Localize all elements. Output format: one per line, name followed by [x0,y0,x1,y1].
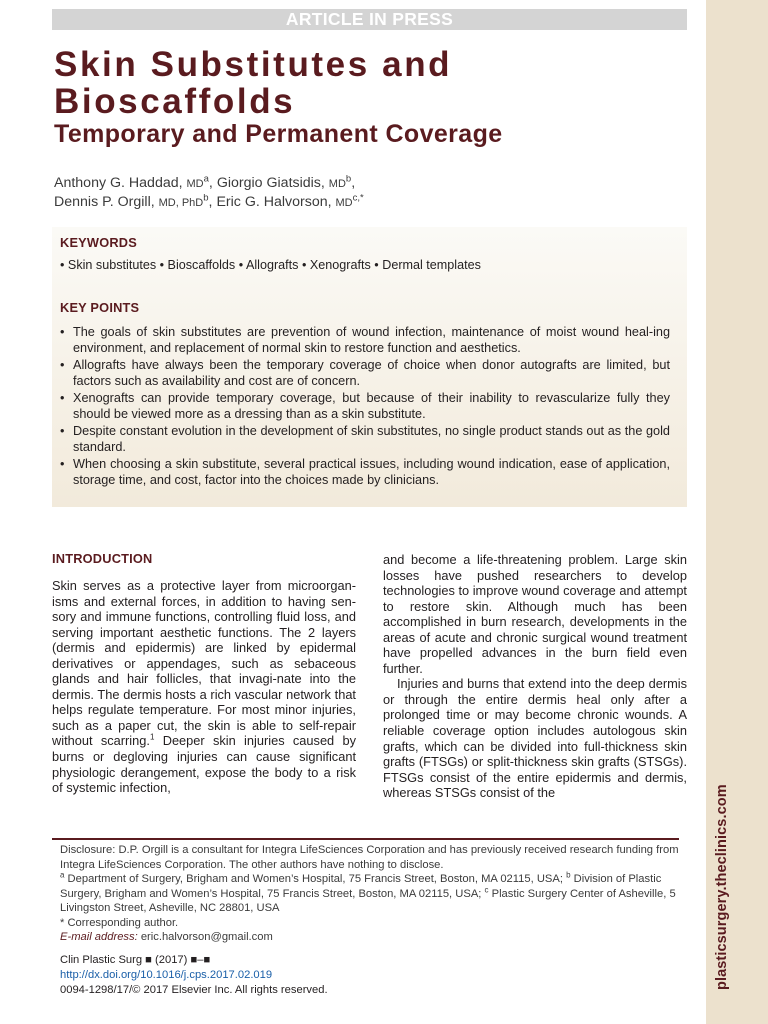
affiliation-text: Department of Surgery, Brigham and Women’s Hospital, 75 Francis Street, Boston, MA 02115, USA; [64,873,567,885]
article-subtitle: Temporary and Permanent Coverage [54,120,503,148]
reference-citation[interactable]: 1 [149,733,155,743]
author-affiliation-mark: b [203,192,209,204]
footnotes [60,843,680,945]
title-line-2: Bioscaffolds [54,82,296,121]
keyword-item: Bioscaffolds [167,258,236,272]
paragraph-text: Skin serves as a protective layer from microorgan-isms and external forces, in addition to having sen-sory and immune functions, controlling fluid loss, and serving important aesthetic functions. The 2 layers (dermis and epidermis) are linked by epidermal derivatives or appendages, such as sebaceous glands and hair follicles, that invagi-nate into the dermis. The dermis hosts a rich vascular network that helps regulate temperature. For most minor injuries, such as a paper cut, the skin is able to self-repair without scarring. [52,578,356,749]
affiliations-note [60,872,680,916]
citation-block [60,953,460,997]
title-line-1: Skin Substitutes and [54,45,453,84]
keyword-bullet: • [60,258,68,272]
key-points-list [58,324,670,488]
author-degree: MD [328,178,346,190]
key-point-item: • The goals of skin substitutes are prevention of wound infection, maintenance of moist wound heal-ing environment, and replacement of normal skin to restore function and aesthetics. [58,324,670,357]
affiliation-mark: c [484,884,489,894]
author-line-2 [54,193,684,212]
author-line-1 [54,174,684,193]
body-column-right [383,552,687,801]
author-degree: MD [186,178,204,190]
keyword-item: Xenografts [309,258,371,272]
key-point-item: • Despite constant evolution in the development of skin substitutes, no single product stands out as the gold standard. [58,423,670,456]
keyword-item: Dermal templates [382,258,481,272]
email-note [60,930,680,945]
introduction-paragraph: Injuries and burns that extend into the deep dermis or through the entire dermis heal only after a prolonged time or may become chronic wounds. A reliable coverage option includes autologous skin grafts, which can be divided into full-thickness skin grafts (FTSGs) or split-thickness skin grafts (STSGs). FTSGs consist of the entire epidermis and dermis, whereas STSGs consist of the [383,676,687,801]
author-affiliation-mark: a [203,173,209,185]
keywords-list [60,258,481,272]
author-separator: , [208,175,217,191]
affiliation-mark: b [566,870,571,880]
doi-link[interactable]: http://dx.doi.org/10.1016/j.cps.2017.02.019 [60,968,273,981]
copyright-line: 0094-1298/17/© 2017 Elsevier Inc. All rights reserved. [60,983,328,996]
key-points-heading: KEY POINTS [60,300,140,315]
key-point-item: • Allografts have always been the temporary coverage of choice when donor autografts are limited, but factors such as availability and cost are of concern. [58,357,670,390]
disclosure-note: Disclosure: D.P. Orgill is a consultant for Integra LifeSciences Corporation and has previously received research funding from Integra LifeSciences Corporation. The other authors have nothing to disclose. [60,844,679,871]
corresponding-author-note: * Corresponding author. [60,916,179,929]
affiliation-text: Division of Plastic Surgery, Brigham and Women’s Hospital, 75 Francis Street, Boston, MA 02115, USA; [60,873,662,900]
author-affiliation-mark: c,* [352,192,364,204]
keywords-heading: KEYWORDS [60,235,137,250]
article-in-press-banner: ARTICLE IN PRESS [52,9,687,30]
key-point-item: • When choosing a skin substitute, several practical issues, including wound indication, ease of application, storage time, and cost, factor into the choices made by clinicians. [58,456,670,489]
keyword-bullet: • [238,258,246,272]
email-label: E-mail address: [60,931,138,943]
author-name: Anthony G. Haddad, [54,175,187,191]
journal-citation: Clin Plastic Surg ■ (2017) ■–■ [60,954,211,966]
introduction-paragraph [52,578,356,796]
affiliation-mark: a [60,870,65,880]
author-name: Giorgio Giatsidis, [216,175,329,191]
keyword-bullet: • [159,258,168,272]
author-affiliation-mark: b [345,173,352,185]
keyword-item: Skin substitutes [67,258,157,272]
keyword-item: Allografts [245,258,299,272]
keyword-bullet: • [374,258,383,272]
paragraph-text: Deeper skin injuries caused by burns or degloving injuries can cause significant physiologic derangement, expose the body to a risk of systemic infection, [52,733,357,796]
key-point-item: • Xenografts can provide temporary coverage, but because of their inability to revascularize fully they should be viewed more as a dressing than as a skin substitute. [58,390,670,423]
author-degree: MD [335,197,353,209]
introduction-heading: INTRODUCTION [52,551,153,566]
article-title [54,46,674,120]
author-separator: , [208,194,217,210]
author-name: Dennis P. Orgill, [54,194,159,210]
affiliation-text: Plastic Surgery Center of Asheville, 5 Livingston Street, Asheville, NC 28801, USA [60,887,676,914]
author-list [54,174,684,212]
email-link[interactable]: eric.halvorson@gmail.com [137,931,273,943]
body-column-left [52,550,356,796]
introduction-paragraph-continued: and become a life-threatening problem. Large skin losses have pushed researchers to develop technologies to improve wound coverage and attempt to restore skin. Although much has been accomplished in burn research, developments in the areas of acute and chronic surgical wound treatment have propelled advances in the burn field even further. [383,552,687,676]
author-name: Eric G. Halvorson, [216,194,336,210]
journal-url-sidebar[interactable]: plasticsurgery.theclinics.com [714,784,730,990]
author-degree: MD, PhD [158,197,204,209]
author-separator: , [351,175,356,191]
keyword-bullet: • [301,258,310,272]
footnote-divider [52,838,679,840]
